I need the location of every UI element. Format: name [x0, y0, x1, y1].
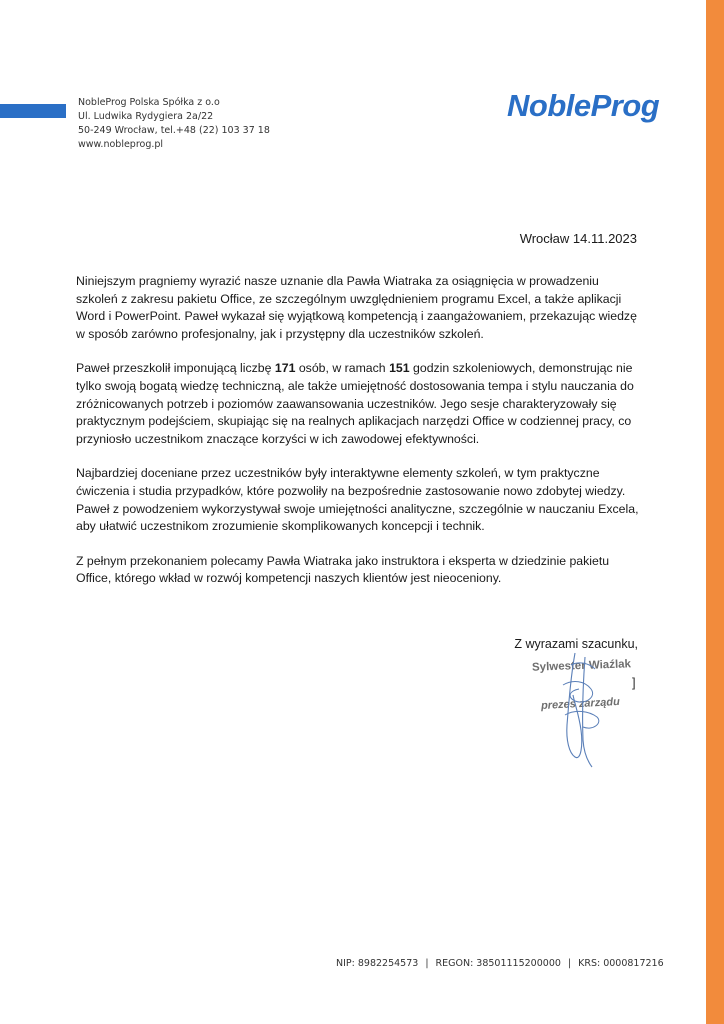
- company-website: www.nobleprog.pl: [78, 139, 164, 150]
- handwritten-signature: [545, 645, 635, 775]
- letter-date: Wrocław 14.11.2023: [519, 231, 637, 246]
- stamp-title: prezes zarządu: [540, 695, 621, 713]
- registration-footer: [336, 958, 664, 969]
- footer-separator: |: [425, 958, 429, 969]
- paragraph-2-part-a: Paweł przeszkolił imponującą liczbę: [76, 361, 275, 376]
- paragraph-2: [76, 360, 642, 448]
- closing-salutation: Z wyrazami szacunku,: [514, 637, 638, 651]
- paragraph-3: Najbardziej doceniane przez uczestników były interaktywne elementy szkoleń, w tym praktyczne ćwiczenia i studia przypadków, które pozwoliły na bezpośrednie zastosowanie nowo zdobytej wiedzy. Paweł z powodzeniem wykorzystywał swoje umiejętności analityczne, szczególnie w nauczaniu Excela, aby ułatwić uczestnikom zrozumienie skomplikowanych koncepcji i technik.: [76, 466, 639, 534]
- footer-regon: REGON: 38501115200000: [435, 958, 561, 969]
- nobleprog-logo: NobleProg: [507, 88, 660, 123]
- bracket-mark: ]: [632, 675, 636, 690]
- stamp-name: Sylwester Wiaźlak: [531, 658, 632, 674]
- footer-nip: NIP: 8982254573: [336, 958, 419, 969]
- company-street: Ul. Ludwika Rydygiera 2a/22: [78, 111, 214, 122]
- orange-accent-bar: [706, 0, 724, 1024]
- company-city-phone: 50-249 Wrocław, tel.+48 (22) 103 37 18: [78, 125, 270, 136]
- letter-body: [76, 273, 642, 605]
- paragraph-1: Niniejszym pragniemy wyrazić nasze uznanie dla Pawła Wiatraka za osiągnięcia w prowadzeniu szkoleń z zakresu pakietu Office, ze szczególnym uwzględnieniem programu Excel, a także aplikacji Word i PowerPoint. Paweł wykazał się wyjątkową kompetencją i zaangażowaniem, przekazując wiedzę w sposób zarówno profesjonalny, jak i przystępny dla uczestników szkoleń.: [76, 274, 637, 341]
- paragraph-2-part-b: osób, w ramach: [295, 361, 390, 376]
- paragraph-4: Z pełnym przekonaniem polecamy Pawła Wiatraka jako instruktora i eksperta w dziedzinie pakietu Office, którego wkład w rozwój kompetencji naszych klientów jest nieoceniony.: [76, 553, 610, 586]
- company-address-block: [78, 96, 270, 152]
- hours-count: 151: [389, 361, 410, 376]
- footer-krs: KRS: 0000817216: [578, 958, 664, 969]
- footer-separator: |: [567, 958, 572, 969]
- paragraph-2-part-c: godzin szkoleniowych, demonstrując nie tylko swoją bogatą wiedzę techniczną, ale także umiejętność dostosowania tempa i stylu nauczania do zróżnicowanych potrzeb i poziomów zaawansowania uczestników. Jego sesje charakteryzowały się praktycznym podejściem, skupiając się na realnych aplikacjach narzędzi Office w codziennej pracy, co przyniosło uczestnikom znaczące korzyści w ich zawodowej efektywności.: [76, 361, 634, 446]
- blue-header-bar: [0, 104, 66, 118]
- people-count: 171: [274, 361, 296, 376]
- company-name: NobleProg Polska Spółka z o.o: [78, 97, 220, 108]
